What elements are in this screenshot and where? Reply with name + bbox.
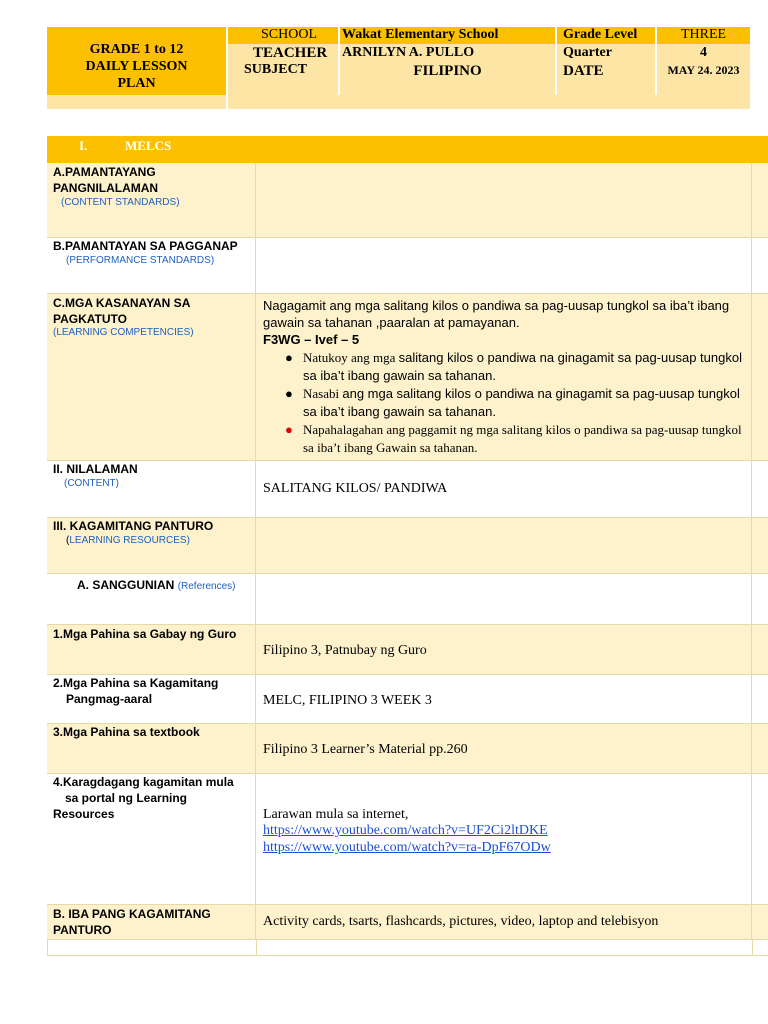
learning-resources-label: III. KAGAMITANG PANTURO xyxy=(53,519,214,533)
performance-standards-label: B.PAMANTAYAN SA PAGGANAP xyxy=(53,239,238,253)
school-value-cell xyxy=(340,27,555,44)
learning-competencies-row xyxy=(47,294,768,461)
content-standards-sublabel: (CONTENT STANDARDS) xyxy=(61,197,180,208)
date-value: MAY 24. 2023 xyxy=(667,63,740,77)
lesson-plan-title: GRADE 1 to 12 DAILY LESSON PLAN xyxy=(85,42,188,91)
bullet-icon: ● xyxy=(285,422,293,437)
portal-resources-value: Larawan mula sa internet, xyxy=(263,807,409,822)
performance-standards-row xyxy=(47,238,768,294)
school-label-cell xyxy=(228,27,338,44)
title-cell-footer xyxy=(47,95,226,109)
grade-value-cell xyxy=(657,27,750,44)
other-materials-row xyxy=(47,905,768,940)
content-standards-row xyxy=(47,163,768,238)
performance-standards-value xyxy=(256,238,751,293)
quarter-value-cell xyxy=(657,44,750,62)
date-value-cell xyxy=(657,62,750,95)
title-cell xyxy=(47,27,226,95)
school-value: Wakat Elementary School xyxy=(342,27,499,42)
school-label: SCHOOL xyxy=(261,27,318,42)
learner-materials-row xyxy=(47,675,768,724)
teacher-label-cell xyxy=(228,44,338,62)
youtube-link-2[interactable]: https://www.youtube.com/watch?v=ra-DpF67ODw xyxy=(263,840,551,855)
learning-competencies-sublabel: (LEARNING COMPETENCIES) xyxy=(53,327,194,338)
textbook-label: 3.Mga Pahina sa textbook xyxy=(53,725,200,739)
performance-standards-sublabel: (PERFORMANCE STANDARDS) xyxy=(66,255,215,266)
portal-resources-label: 4.Karagdagang kagamitan mula sa portal ng Learning Resources xyxy=(53,775,234,821)
header-footer-strip xyxy=(228,95,750,109)
date-label: DATE xyxy=(563,63,604,79)
textbook-value: Filipino 3 Learner’s Material pp.260 xyxy=(263,742,468,757)
teacher-value: ARNILYN A. PULLO xyxy=(342,45,475,60)
textbook-row xyxy=(47,724,768,774)
competency-code: F3WG – Ivef – 5 xyxy=(263,332,360,347)
learning-resources-sublabel: (LEARNING RESOURCES) xyxy=(66,535,190,546)
bullet-icon: ● xyxy=(285,386,293,401)
melcs-label: MELCS xyxy=(125,138,172,153)
grade-label: Grade Level xyxy=(563,27,638,42)
youtube-link-1[interactable]: https://www.youtube.com/watch?v=UF2Ci2ltDKE xyxy=(263,823,548,838)
content-sublabel: (CONTENT) xyxy=(64,478,119,489)
objective-item: ● Napahalagahan ang paggamit ng mga salitang kilos o pandiwa sa pag-uusap tungkol sa iba’t ibang Gawain sa tahanan. xyxy=(285,422,742,455)
learner-materials-label: 2.Mga Pahina sa Kagamitang Pangmag-aaral xyxy=(53,676,219,706)
content-value: SALITANG KILOS/ PANDIWA xyxy=(263,481,448,496)
melcs-numeral: I. xyxy=(79,138,88,153)
competency-objectives-list xyxy=(263,349,749,457)
content-standards-label: A.PAMANTAYANG PANGNILALAMAN xyxy=(53,165,159,195)
other-materials-label: B. IBA PANG KAGAMITANG PANTURO xyxy=(53,907,211,937)
objective-item: ● Natukoy ang mga salitang kilos o pandiwa na ginagamit sa pag-uusap tungkol sa iba’t ibang gawain sa tahanan. xyxy=(285,350,742,383)
objective-item: ● Nasabi ang mga salitang kilos o pandiwa na ginagamit sa pag-uusap tungkol sa iba’t ibang gawain sa tahanan. xyxy=(285,386,740,419)
teacher-guide-value: Filipino 3, Patnubay ng Guro xyxy=(263,643,427,658)
teacher-guide-label: 1.Mga Pahina sa Gabay ng Guro xyxy=(53,627,237,641)
lesson-plan-table xyxy=(47,136,768,956)
references-row xyxy=(47,574,768,625)
date-label-cell xyxy=(557,62,655,95)
quarter-value: 4 xyxy=(700,45,707,60)
quarter-label: Quarter xyxy=(563,45,612,60)
teacher-guide-row xyxy=(47,625,768,675)
melcs-section-header xyxy=(47,136,768,163)
content-row xyxy=(47,461,768,518)
portal-resources-row xyxy=(47,774,768,905)
grade-value: THREE xyxy=(680,27,727,42)
content-label: II. NILALAMAN xyxy=(53,462,138,476)
grade-label-cell xyxy=(557,27,655,44)
learner-materials-value: MELC, FILIPINO 3 WEEK 3 xyxy=(263,693,432,708)
other-materials-value: Activity cards, tsarts, flashcards, pictures, video, laptop and telebisyon xyxy=(263,914,659,929)
teacher-label: TEACHER xyxy=(253,45,328,61)
references-label: A. SANGGUNIAN (References) xyxy=(77,578,236,592)
bullet-icon: ● xyxy=(285,350,293,365)
blank-row xyxy=(47,940,768,956)
content-standards-value xyxy=(256,163,751,237)
learning-resources-row xyxy=(47,518,768,574)
quarter-label-cell xyxy=(557,44,655,62)
learning-competencies-label: C.MGA KASANAYAN SA PAGKATUTO xyxy=(53,296,191,326)
competencies-text xyxy=(263,297,749,457)
subject-label: SUBJECT xyxy=(244,62,308,77)
lesson-plan-header xyxy=(47,27,750,109)
teacher-value-cell xyxy=(340,44,555,62)
subject-value-cell xyxy=(340,62,555,95)
subject-label-cell xyxy=(228,62,338,95)
subject-value: FILIPINO xyxy=(413,63,482,79)
competency-statement: Nagagamit ang mga salitang kilos o pandiwa sa pag-uusap tungkol sa iba’t ibang gawain sa tahanan ,paaralan at pamayanan. xyxy=(263,298,730,330)
